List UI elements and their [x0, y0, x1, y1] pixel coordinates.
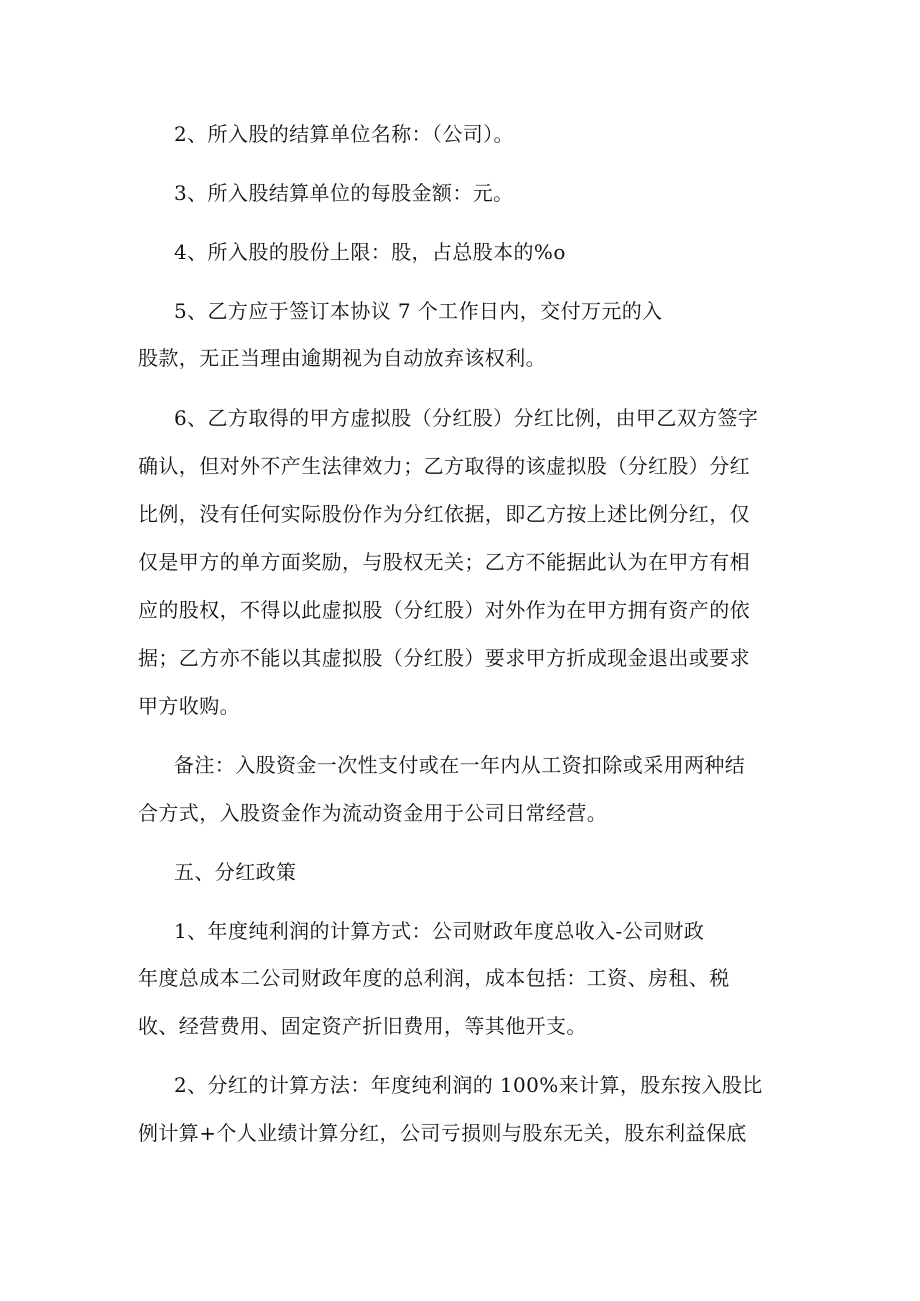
paragraph-item-6-line-4: 仅是甲方的单方面奖励，与股权无关；乙方不能据此认为在甲方有相	[138, 550, 750, 574]
dividend-item-1-line-3: 收、经营费用、固定资产折旧费用，等其他开支。	[138, 1014, 587, 1038]
paragraph-item-6-line-6: 据；乙方亦不能以其虚拟股（分红股）要求甲方折成现金退出或要求	[138, 646, 750, 670]
paragraph-item-6-line-5: 应的股权，不得以此虚拟股（分红股）对外作为在甲方拥有资产的依	[138, 598, 750, 622]
section-heading: 五、分红政策	[174, 860, 297, 884]
dividend-item-1-line-1: 1、年度纯利润的计算方式：公司财政年度总收入-公司财政	[174, 919, 705, 943]
paragraph-item-6-line-2: 确认，但对外不产生法律效力；乙方取得的该虚拟股（分红股）分红	[138, 454, 750, 478]
paragraph-item-2: 2、所入股的结算单位名称：（公司）。	[174, 122, 514, 146]
paragraph-item-6-line-7: 甲方收购。	[138, 694, 240, 718]
paragraph-item-6-line-1: 6、乙方取得的甲方虚拟股（分红股）分红比例，由甲乙双方签字	[174, 406, 759, 430]
paragraph-item-6-line-3: 比例，没有任何实际股份作为分红依据，即乙方按上述比例分红，仅	[138, 502, 750, 526]
dividend-item-1-line-2: 年度总成本二公司财政年度的总利润，成本包括：工资、房租、税	[138, 966, 730, 990]
dividend-item-2-line-2: 例计算+个人业绩计算分红，公司亏损则与股东无关，股东利益保底	[138, 1121, 747, 1145]
paragraph-item-4: 4、所入股的股份上限：股，占总股本的%o	[174, 240, 566, 264]
note-line-1: 备注：入股资金一次性支付或在一年内从工资扣除或采用两种结	[174, 753, 746, 777]
paragraph-item-5-line-2: 股款，无正当理由逾期视为自动放弃该权利。	[138, 346, 546, 370]
paragraph-item-3: 3、所入股结算单位的每股金额：元。	[174, 181, 514, 205]
note-line-2: 合方式，入股资金作为流动资金用于公司日常经营。	[138, 801, 608, 825]
dividend-item-2-line-1: 2、分红的计算方法：年度纯利润的 100%来计算，股东按入股比	[174, 1073, 763, 1097]
paragraph-item-5-line-1: 5、乙方应于签订本协议 7 个工作日内，交付万元的入	[174, 299, 663, 323]
